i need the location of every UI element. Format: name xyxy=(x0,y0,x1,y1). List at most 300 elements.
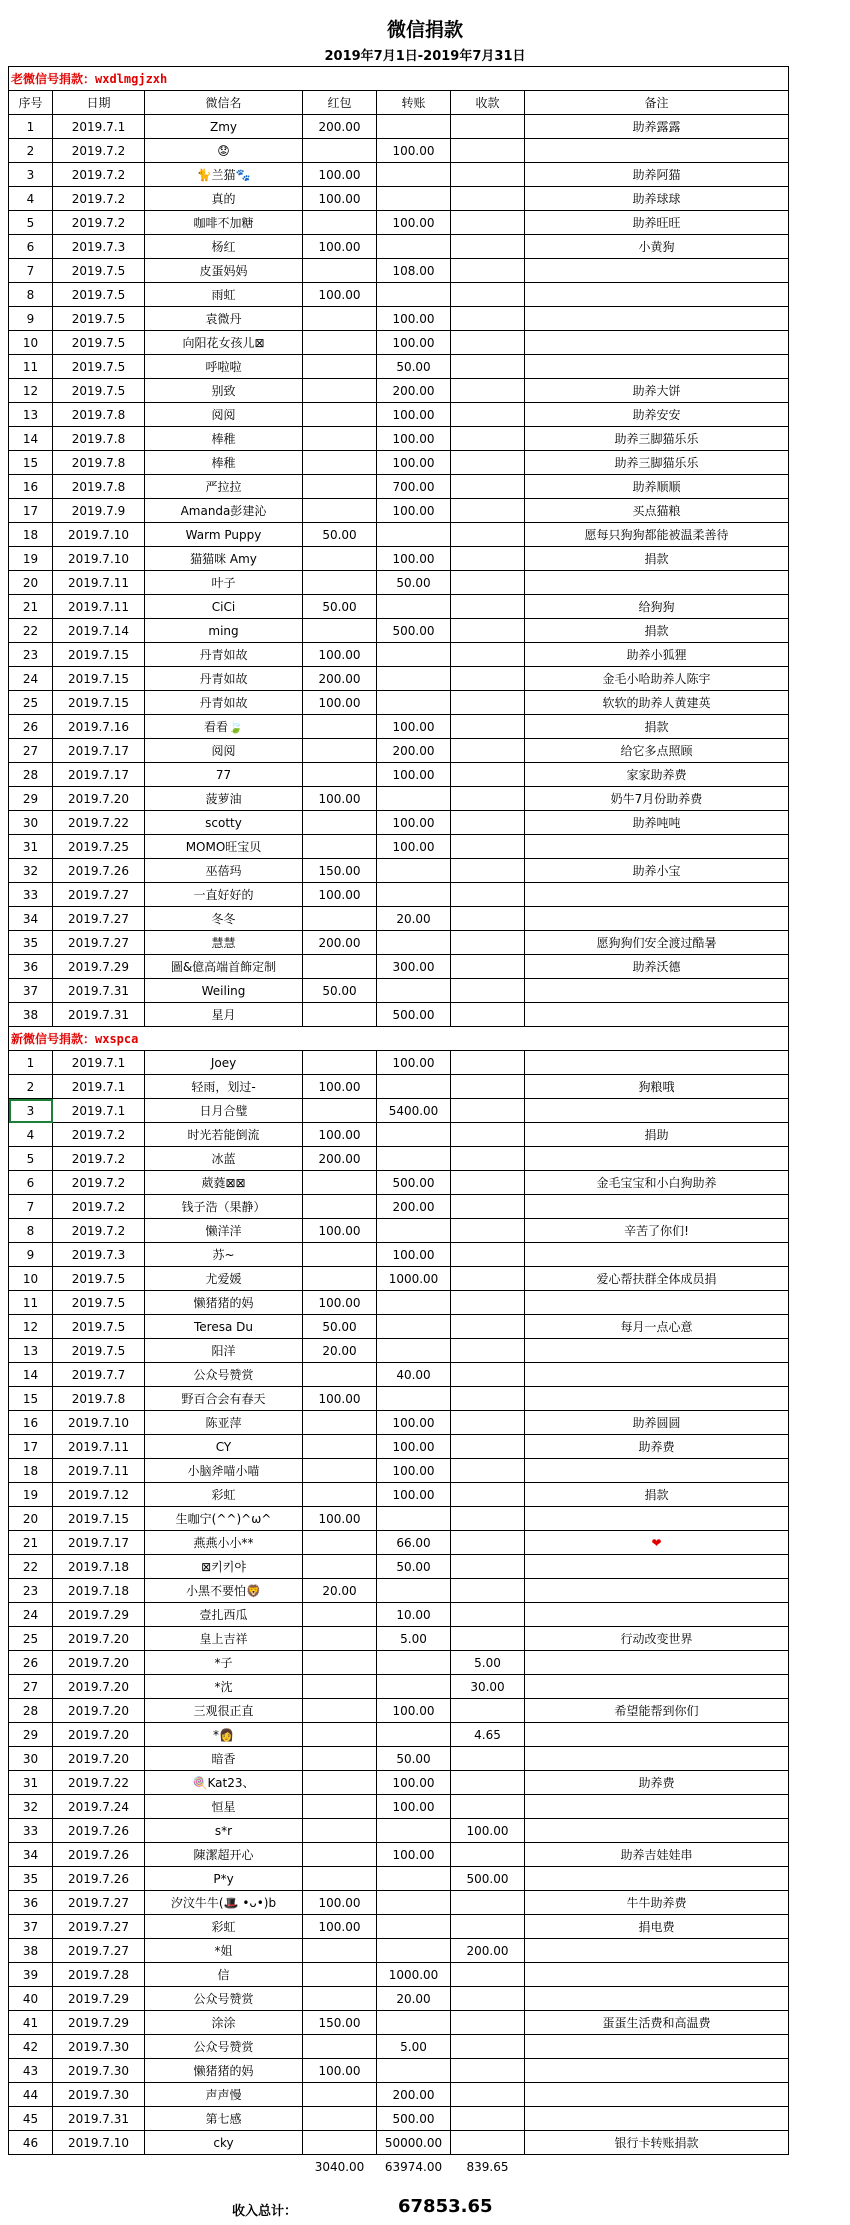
cell-note[interactable]: 银行卡转账捐款 xyxy=(525,2131,789,2155)
cell-receipt[interactable] xyxy=(451,979,525,1003)
cell-red-packet[interactable] xyxy=(303,355,377,379)
cell-seq[interactable]: 16 xyxy=(9,475,53,499)
cell-receipt[interactable] xyxy=(451,1123,525,1147)
cell-receipt[interactable] xyxy=(451,763,525,787)
cell-date[interactable]: 2019.7.25 xyxy=(53,835,145,859)
cell-date[interactable]: 2019.7.28 xyxy=(53,1963,145,1987)
cell-note[interactable]: 捐电费 xyxy=(525,1915,789,1939)
cell-receipt[interactable] xyxy=(451,1507,525,1531)
cell-date[interactable]: 2019.7.17 xyxy=(53,763,145,787)
cell-red-packet[interactable]: 100.00 xyxy=(303,235,377,259)
cell-note[interactable] xyxy=(525,331,789,355)
cell-transfer[interactable]: 200.00 xyxy=(377,2083,451,2107)
cell-seq[interactable]: 37 xyxy=(9,1915,53,1939)
cell-wechat-name[interactable]: Joey xyxy=(145,1051,303,1075)
cell-date[interactable]: 2019.7.1 xyxy=(53,115,145,139)
cell-red-packet[interactable]: 200.00 xyxy=(303,931,377,955)
cell-seq[interactable]: 2 xyxy=(9,1075,53,1099)
cell-transfer[interactable] xyxy=(377,1675,451,1699)
cell-note[interactable] xyxy=(525,883,789,907)
cell-wechat-name[interactable]: 时光若能倒流 xyxy=(145,1123,303,1147)
cell-wechat-name[interactable]: scotty xyxy=(145,811,303,835)
cell-red-packet[interactable] xyxy=(303,1099,377,1123)
cell-date[interactable]: 2019.7.27 xyxy=(53,931,145,955)
cell-red-packet[interactable] xyxy=(303,571,377,595)
cell-wechat-name[interactable]: 冰蓝 xyxy=(145,1147,303,1171)
cell-date[interactable]: 2019.7.27 xyxy=(53,1939,145,1963)
cell-date[interactable]: 2019.7.11 xyxy=(53,1435,145,1459)
cell-red-packet[interactable]: 50.00 xyxy=(303,1315,377,1339)
cell-note[interactable]: 金毛宝宝和小白狗助养 xyxy=(525,1171,789,1195)
cell-seq[interactable]: 16 xyxy=(9,1411,53,1435)
cell-seq[interactable]: 21 xyxy=(9,1531,53,1555)
cell-date[interactable]: 2019.7.15 xyxy=(53,667,145,691)
cell-wechat-name[interactable]: Amanda彭建沁 xyxy=(145,499,303,523)
cell-receipt[interactable] xyxy=(451,115,525,139)
cell-seq[interactable]: 19 xyxy=(9,1483,53,1507)
cell-note[interactable] xyxy=(525,1579,789,1603)
cell-receipt[interactable] xyxy=(451,1747,525,1771)
cell-date[interactable]: 2019.7.2 xyxy=(53,139,145,163)
cell-wechat-name[interactable]: 恒星 xyxy=(145,1795,303,1819)
cell-seq[interactable]: 27 xyxy=(9,1675,53,1699)
cell-red-packet[interactable]: 100.00 xyxy=(303,691,377,715)
cell-transfer[interactable]: 100.00 xyxy=(377,499,451,523)
cell-receipt[interactable] xyxy=(451,1579,525,1603)
cell-date[interactable]: 2019.7.16 xyxy=(53,715,145,739)
cell-seq[interactable]: 46 xyxy=(9,2131,53,2155)
cell-receipt[interactable] xyxy=(451,379,525,403)
cell-receipt[interactable] xyxy=(451,187,525,211)
cell-wechat-name[interactable]: ming xyxy=(145,619,303,643)
cell-date[interactable]: 2019.7.2 xyxy=(53,1123,145,1147)
cell-date[interactable]: 2019.7.27 xyxy=(53,883,145,907)
cell-wechat-name[interactable]: 猫猫咪 Amy xyxy=(145,547,303,571)
cell-seq[interactable]: 24 xyxy=(9,1603,53,1627)
cell-date[interactable]: 2019.7.29 xyxy=(53,955,145,979)
cell-wechat-name[interactable]: 77 xyxy=(145,763,303,787)
cell-note[interactable]: 助养小狐狸 xyxy=(525,643,789,667)
cell-red-packet[interactable]: 200.00 xyxy=(303,115,377,139)
cell-receipt[interactable]: 4.65 xyxy=(451,1723,525,1747)
cell-red-packet[interactable] xyxy=(303,1051,377,1075)
cell-date[interactable]: 2019.7.2 xyxy=(53,1171,145,1195)
cell-wechat-name[interactable]: 🐈兰猫🐾 xyxy=(145,163,303,187)
cell-wechat-name[interactable]: 丹青如故 xyxy=(145,643,303,667)
cell-wechat-name[interactable]: 陈亚萍 xyxy=(145,1411,303,1435)
cell-receipt[interactable] xyxy=(451,1195,525,1219)
cell-date[interactable]: 2019.7.8 xyxy=(53,475,145,499)
cell-date[interactable]: 2019.7.31 xyxy=(53,979,145,1003)
cell-receipt[interactable] xyxy=(451,835,525,859)
cell-note[interactable] xyxy=(525,355,789,379)
cell-date[interactable]: 2019.7.5 xyxy=(53,1267,145,1291)
cell-date[interactable]: 2019.7.27 xyxy=(53,1915,145,1939)
cell-red-packet[interactable]: 150.00 xyxy=(303,859,377,883)
cell-receipt[interactable] xyxy=(451,1795,525,1819)
cell-note[interactable]: 助养费 xyxy=(525,1771,789,1795)
cell-date[interactable]: 2019.7.18 xyxy=(53,1555,145,1579)
cell-transfer[interactable]: 100.00 xyxy=(377,835,451,859)
cell-transfer[interactable] xyxy=(377,283,451,307)
cell-transfer[interactable] xyxy=(377,667,451,691)
cell-date[interactable]: 2019.7.3 xyxy=(53,1243,145,1267)
cell-receipt[interactable] xyxy=(451,163,525,187)
cell-transfer[interactable]: 500.00 xyxy=(377,1171,451,1195)
cell-wechat-name[interactable]: 看看🍃 xyxy=(145,715,303,739)
cell-wechat-name[interactable]: 懒洋洋 xyxy=(145,1219,303,1243)
cell-red-packet[interactable]: 100.00 xyxy=(303,187,377,211)
cell-seq[interactable]: 18 xyxy=(9,1459,53,1483)
cell-receipt[interactable] xyxy=(451,331,525,355)
cell-seq[interactable]: 7 xyxy=(9,1195,53,1219)
cell-seq[interactable]: 38 xyxy=(9,1939,53,1963)
cell-transfer[interactable]: 108.00 xyxy=(377,259,451,283)
cell-note[interactable]: 助养三脚猫乐乐 xyxy=(525,427,789,451)
cell-transfer[interactable]: 1000.00 xyxy=(377,1267,451,1291)
cell-note[interactable]: 助养球球 xyxy=(525,187,789,211)
cell-note[interactable]: 金毛小哈助养人陈宇 xyxy=(525,667,789,691)
cell-note[interactable]: 捐款 xyxy=(525,547,789,571)
cell-transfer[interactable]: 500.00 xyxy=(377,1003,451,1027)
cell-date[interactable]: 2019.7.15 xyxy=(53,691,145,715)
cell-wechat-name[interactable]: 第七感 xyxy=(145,2107,303,2131)
cell-seq[interactable]: 11 xyxy=(9,1291,53,1315)
cell-seq[interactable]: 26 xyxy=(9,1651,53,1675)
cell-note[interactable] xyxy=(525,1363,789,1387)
cell-red-packet[interactable] xyxy=(303,1483,377,1507)
cell-wechat-name[interactable]: 阅阅 xyxy=(145,739,303,763)
cell-receipt[interactable] xyxy=(451,1915,525,1939)
cell-receipt[interactable] xyxy=(451,1387,525,1411)
cell-wechat-name[interactable]: 真的 xyxy=(145,187,303,211)
cell-receipt[interactable] xyxy=(451,1987,525,2011)
cell-note[interactable]: 牛牛助养费 xyxy=(525,1891,789,1915)
cell-receipt[interactable] xyxy=(451,1411,525,1435)
cell-red-packet[interactable] xyxy=(303,907,377,931)
cell-wechat-name[interactable]: 棒稚 xyxy=(145,451,303,475)
cell-wechat-name[interactable]: Warm Puppy xyxy=(145,523,303,547)
cell-transfer[interactable]: 100.00 xyxy=(377,1435,451,1459)
cell-note[interactable]: 愿每只狗狗都能被温柔善待 xyxy=(525,523,789,547)
cell-red-packet[interactable]: 20.00 xyxy=(303,1579,377,1603)
cell-red-packet[interactable] xyxy=(303,1243,377,1267)
cell-red-packet[interactable] xyxy=(303,1699,377,1723)
cell-date[interactable]: 2019.7.12 xyxy=(53,1483,145,1507)
cell-note[interactable] xyxy=(525,139,789,163)
cell-seq[interactable]: 23 xyxy=(9,643,53,667)
cell-red-packet[interactable] xyxy=(303,1459,377,1483)
cell-transfer[interactable] xyxy=(377,1219,451,1243)
cell-transfer[interactable]: 50.00 xyxy=(377,1555,451,1579)
cell-date[interactable]: 2019.7.5 xyxy=(53,379,145,403)
cell-red-packet[interactable] xyxy=(303,1603,377,1627)
cell-note[interactable] xyxy=(525,307,789,331)
cell-date[interactable]: 2019.7.5 xyxy=(53,331,145,355)
cell-receipt[interactable] xyxy=(451,1603,525,1627)
cell-seq[interactable]: 19 xyxy=(9,547,53,571)
cell-date[interactable]: 2019.7.27 xyxy=(53,907,145,931)
cell-wechat-name[interactable]: 葳蕤⊠⊠ xyxy=(145,1171,303,1195)
cell-seq[interactable]: 9 xyxy=(9,307,53,331)
cell-transfer[interactable]: 300.00 xyxy=(377,955,451,979)
cell-wechat-name[interactable]: 涂涂 xyxy=(145,2011,303,2035)
cell-transfer[interactable]: 200.00 xyxy=(377,1195,451,1219)
cell-wechat-name[interactable]: 一直好好的 xyxy=(145,883,303,907)
cell-date[interactable]: 2019.7.15 xyxy=(53,1507,145,1531)
cell-seq[interactable]: 17 xyxy=(9,1435,53,1459)
cell-seq[interactable]: 28 xyxy=(9,1699,53,1723)
cell-note[interactable] xyxy=(525,1147,789,1171)
cell-seq[interactable]: 27 xyxy=(9,739,53,763)
cell-red-packet[interactable] xyxy=(303,1819,377,1843)
cell-transfer[interactable]: 100.00 xyxy=(377,427,451,451)
cell-seq[interactable]: 1 xyxy=(9,115,53,139)
cell-wechat-name[interactable]: 🍭Kat23、 xyxy=(145,1771,303,1795)
cell-red-packet[interactable]: 100.00 xyxy=(303,1291,377,1315)
cell-note[interactable]: 捐款 xyxy=(525,715,789,739)
cell-transfer[interactable]: 5400.00 xyxy=(377,1099,451,1123)
cell-note[interactable] xyxy=(525,1387,789,1411)
cell-note[interactable] xyxy=(525,1723,789,1747)
cell-transfer[interactable]: 100.00 xyxy=(377,451,451,475)
cell-date[interactable]: 2019.7.26 xyxy=(53,1843,145,1867)
cell-red-packet[interactable]: 100.00 xyxy=(303,1507,377,1531)
cell-note[interactable] xyxy=(525,2035,789,2059)
cell-transfer[interactable] xyxy=(377,595,451,619)
cell-receipt[interactable] xyxy=(451,139,525,163)
cell-note[interactable]: 愿狗狗们安全渡过酷暑 xyxy=(525,931,789,955)
cell-transfer[interactable] xyxy=(377,643,451,667)
cell-red-packet[interactable] xyxy=(303,1171,377,1195)
cell-transfer[interactable] xyxy=(377,1387,451,1411)
cell-wechat-name[interactable]: 阅阅 xyxy=(145,403,303,427)
cell-transfer[interactable] xyxy=(377,883,451,907)
cell-receipt[interactable]: 100.00 xyxy=(451,1819,525,1843)
cell-transfer[interactable]: 100.00 xyxy=(377,1243,451,1267)
cell-date[interactable]: 2019.7.27 xyxy=(53,1891,145,1915)
cell-date[interactable]: 2019.7.5 xyxy=(53,259,145,283)
cell-seq[interactable]: 18 xyxy=(9,523,53,547)
cell-receipt[interactable] xyxy=(451,1243,525,1267)
cell-red-packet[interactable] xyxy=(303,1195,377,1219)
cell-receipt[interactable] xyxy=(451,1219,525,1243)
cell-wechat-name[interactable]: 日月合璧 xyxy=(145,1099,303,1123)
cell-note[interactable] xyxy=(525,1651,789,1675)
cell-seq[interactable]: 40 xyxy=(9,1987,53,2011)
cell-date[interactable]: 2019.7.29 xyxy=(53,1987,145,2011)
cell-red-packet[interactable] xyxy=(303,1555,377,1579)
cell-note[interactable]: 助养阿猫 xyxy=(525,163,789,187)
cell-receipt[interactable] xyxy=(451,883,525,907)
cell-note[interactable]: 助养费 xyxy=(525,1435,789,1459)
cell-note[interactable]: 软软的助养人黄建英 xyxy=(525,691,789,715)
cell-receipt[interactable] xyxy=(451,1171,525,1195)
cell-seq[interactable]: 23 xyxy=(9,1579,53,1603)
cell-wechat-name[interactable]: 陳潔超开心 xyxy=(145,1843,303,1867)
cell-red-packet[interactable]: 50.00 xyxy=(303,979,377,1003)
cell-seq[interactable]: 5 xyxy=(9,211,53,235)
cell-transfer[interactable]: 100.00 xyxy=(377,1843,451,1867)
cell-date[interactable]: 2019.7.29 xyxy=(53,1603,145,1627)
cell-date[interactable]: 2019.7.10 xyxy=(53,523,145,547)
cell-seq[interactable]: 24 xyxy=(9,667,53,691)
cell-seq[interactable]: 25 xyxy=(9,691,53,715)
cell-receipt[interactable] xyxy=(451,1051,525,1075)
cell-red-packet[interactable] xyxy=(303,547,377,571)
cell-date[interactable]: 2019.7.20 xyxy=(53,1699,145,1723)
cell-transfer[interactable]: 5.00 xyxy=(377,2035,451,2059)
cell-wechat-name[interactable]: 皇上吉祥 xyxy=(145,1627,303,1651)
cell-note[interactable]: 狗粮哦 xyxy=(525,1075,789,1099)
cell-red-packet[interactable] xyxy=(303,2035,377,2059)
cell-date[interactable]: 2019.7.20 xyxy=(53,787,145,811)
cell-date[interactable]: 2019.7.11 xyxy=(53,1459,145,1483)
cell-red-packet[interactable] xyxy=(303,331,377,355)
cell-transfer[interactable]: 66.00 xyxy=(377,1531,451,1555)
cell-wechat-name[interactable]: *👩 xyxy=(145,1723,303,1747)
cell-date[interactable]: 2019.7.20 xyxy=(53,1627,145,1651)
cell-transfer[interactable] xyxy=(377,1123,451,1147)
cell-date[interactable]: 2019.7.26 xyxy=(53,859,145,883)
cell-date[interactable]: 2019.7.10 xyxy=(53,2131,145,2155)
cell-transfer[interactable]: 100.00 xyxy=(377,211,451,235)
cell-note[interactable]: 给它多点照顾 xyxy=(525,739,789,763)
cell-red-packet[interactable] xyxy=(303,1747,377,1771)
cell-wechat-name[interactable]: 巫蓓玛 xyxy=(145,859,303,883)
cell-red-packet[interactable]: 100.00 xyxy=(303,1075,377,1099)
cell-date[interactable]: 2019.7.9 xyxy=(53,499,145,523)
cell-seq[interactable]: 6 xyxy=(9,1171,53,1195)
cell-date[interactable]: 2019.7.15 xyxy=(53,643,145,667)
cell-receipt[interactable] xyxy=(451,1435,525,1459)
cell-red-packet[interactable] xyxy=(303,1627,377,1651)
cell-red-packet[interactable]: 100.00 xyxy=(303,643,377,667)
cell-seq[interactable]: 28 xyxy=(9,763,53,787)
cell-wechat-name[interactable]: 懒猪猪的妈 xyxy=(145,2059,303,2083)
cell-red-packet[interactable]: 50.00 xyxy=(303,523,377,547)
cell-receipt[interactable] xyxy=(451,1699,525,1723)
cell-seq[interactable]: 14 xyxy=(9,1363,53,1387)
cell-note[interactable]: 辛苦了你们! xyxy=(525,1219,789,1243)
cell-red-packet[interactable] xyxy=(303,1867,377,1891)
cell-red-packet[interactable] xyxy=(303,2083,377,2107)
cell-transfer[interactable]: 10.00 xyxy=(377,1603,451,1627)
cell-seq[interactable]: 13 xyxy=(9,1339,53,1363)
cell-date[interactable]: 2019.7.5 xyxy=(53,355,145,379)
cell-red-packet[interactable] xyxy=(303,1651,377,1675)
cell-wechat-name[interactable]: 丹青如故 xyxy=(145,691,303,715)
cell-receipt[interactable] xyxy=(451,1339,525,1363)
cell-transfer[interactable]: 20.00 xyxy=(377,1987,451,2011)
cell-seq[interactable]: 41 xyxy=(9,2011,53,2035)
cell-note[interactable]: 捐助 xyxy=(525,1123,789,1147)
cell-seq[interactable]: 3 xyxy=(9,163,53,187)
cell-note[interactable] xyxy=(525,1987,789,2011)
cell-red-packet[interactable] xyxy=(303,715,377,739)
cell-red-packet[interactable] xyxy=(303,619,377,643)
cell-wechat-name[interactable]: 轻雨，划过- xyxy=(145,1075,303,1099)
cell-receipt[interactable] xyxy=(451,403,525,427)
cell-note[interactable]: 买点猫粮 xyxy=(525,499,789,523)
cell-wechat-name[interactable]: *子 xyxy=(145,1651,303,1675)
cell-red-packet[interactable] xyxy=(303,427,377,451)
cell-seq[interactable]: 1 xyxy=(9,1051,53,1075)
cell-note[interactable] xyxy=(525,1243,789,1267)
cell-red-packet[interactable]: 100.00 xyxy=(303,883,377,907)
cell-note[interactable] xyxy=(525,2083,789,2107)
cell-note[interactable]: 助养三脚猫乐乐 xyxy=(525,451,789,475)
cell-red-packet[interactable] xyxy=(303,763,377,787)
cell-seq[interactable]: 13 xyxy=(9,403,53,427)
cell-date[interactable]: 2019.7.26 xyxy=(53,1867,145,1891)
cell-seq[interactable]: 33 xyxy=(9,883,53,907)
cell-note[interactable]: 助养大饼 xyxy=(525,379,789,403)
cell-seq[interactable]: 4 xyxy=(9,1123,53,1147)
cell-transfer[interactable] xyxy=(377,1579,451,1603)
cell-wechat-name[interactable]: 壹扎西瓜 xyxy=(145,1603,303,1627)
cell-wechat-name[interactable]: 皮蛋妈妈 xyxy=(145,259,303,283)
cell-wechat-name[interactable]: 苏~ xyxy=(145,1243,303,1267)
cell-date[interactable]: 2019.7.1 xyxy=(53,1075,145,1099)
cell-date[interactable]: 2019.7.2 xyxy=(53,1147,145,1171)
cell-date[interactable]: 2019.7.2 xyxy=(53,1195,145,1219)
cell-transfer[interactable] xyxy=(377,1339,451,1363)
cell-receipt[interactable] xyxy=(451,475,525,499)
cell-red-packet[interactable] xyxy=(303,403,377,427)
cell-date[interactable]: 2019.7.17 xyxy=(53,739,145,763)
cell-seq[interactable]: 29 xyxy=(9,787,53,811)
cell-receipt[interactable] xyxy=(451,2059,525,2083)
cell-transfer[interactable]: 100.00 xyxy=(377,403,451,427)
cell-seq[interactable]: 30 xyxy=(9,811,53,835)
cell-receipt[interactable] xyxy=(451,523,525,547)
cell-note[interactable]: 给狗狗 xyxy=(525,595,789,619)
cell-wechat-name[interactable]: Zmy xyxy=(145,115,303,139)
cell-note[interactable] xyxy=(525,1051,789,1075)
cell-receipt[interactable] xyxy=(451,1627,525,1651)
cell-date[interactable]: 2019.7.5 xyxy=(53,1339,145,1363)
cell-receipt[interactable] xyxy=(451,1099,525,1123)
cell-date[interactable]: 2019.7.22 xyxy=(53,1771,145,1795)
cell-wechat-name[interactable]: s*r xyxy=(145,1819,303,1843)
cell-date[interactable]: 2019.7.2 xyxy=(53,163,145,187)
cell-note[interactable] xyxy=(525,259,789,283)
cell-red-packet[interactable] xyxy=(303,1939,377,1963)
cell-red-packet[interactable]: 100.00 xyxy=(303,1219,377,1243)
cell-wechat-name[interactable]: 丹青如故 xyxy=(145,667,303,691)
cell-note[interactable]: 捐款 xyxy=(525,1483,789,1507)
cell-note[interactable] xyxy=(525,1195,789,1219)
cell-wechat-name[interactable]: Teresa Du xyxy=(145,1315,303,1339)
cell-date[interactable]: 2019.7.2 xyxy=(53,187,145,211)
cell-date[interactable]: 2019.7.11 xyxy=(53,595,145,619)
cell-seq[interactable]: 4 xyxy=(9,187,53,211)
cell-seq[interactable]: 34 xyxy=(9,1843,53,1867)
cell-red-packet[interactable] xyxy=(303,1987,377,2011)
cell-transfer[interactable]: 700.00 xyxy=(377,475,451,499)
cell-wechat-name[interactable]: 信 xyxy=(145,1963,303,1987)
cell-seq[interactable]: 35 xyxy=(9,1867,53,1891)
cell-seq[interactable]: 2 xyxy=(9,139,53,163)
cell-note[interactable]: 助养小宝 xyxy=(525,859,789,883)
cell-note[interactable] xyxy=(525,907,789,931)
cell-wechat-name[interactable]: 三观很正直 xyxy=(145,1699,303,1723)
cell-wechat-name[interactable]: 阳洋 xyxy=(145,1339,303,1363)
cell-transfer[interactable] xyxy=(377,1819,451,1843)
cell-red-packet[interactable]: 150.00 xyxy=(303,2011,377,2035)
cell-date[interactable]: 2019.7.31 xyxy=(53,1003,145,1027)
